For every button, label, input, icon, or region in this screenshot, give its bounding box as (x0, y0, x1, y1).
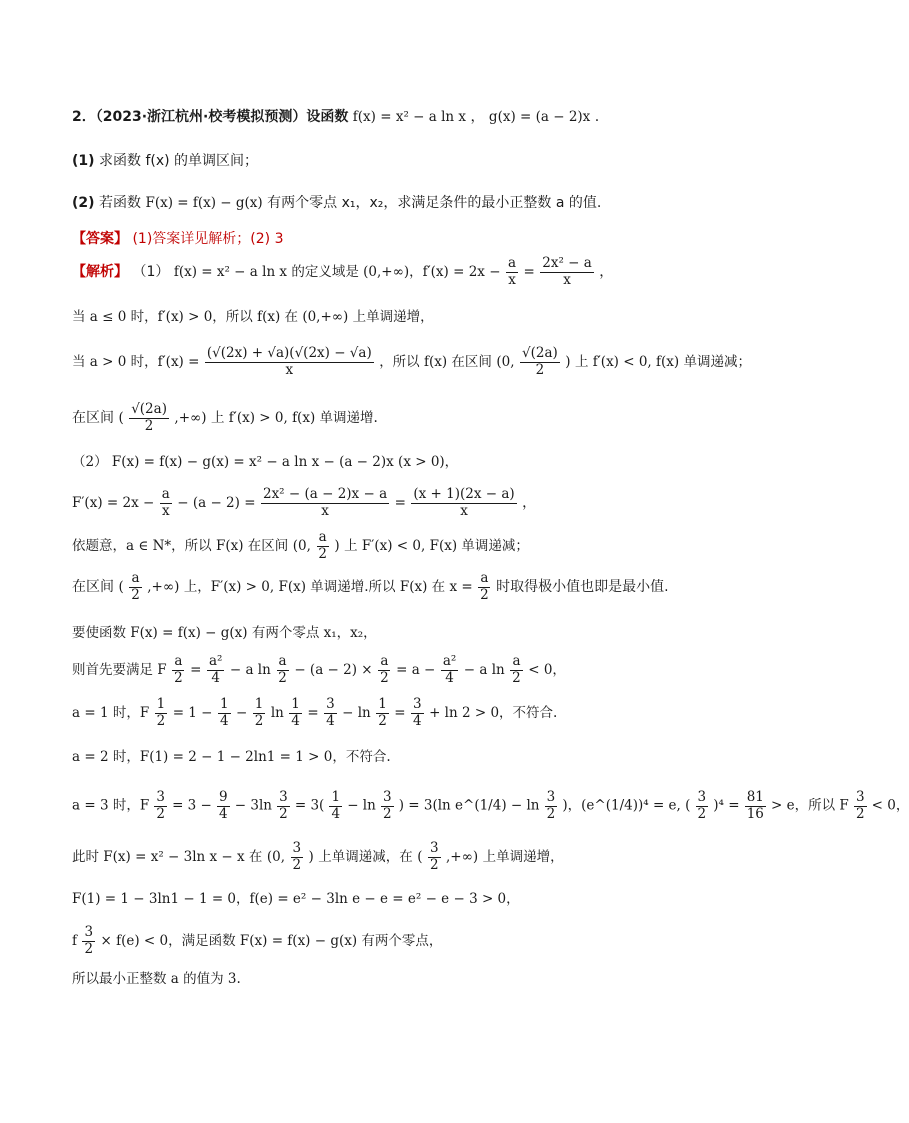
interval-open: ( (417, 849, 423, 866)
numerator: a (512, 653, 521, 669)
answer-bracket: 【答案】 (72, 231, 128, 247)
solution-line-11 (72, 697, 557, 729)
text: > e，所以 F (771, 797, 849, 814)
fraction (329, 790, 342, 822)
denominator: 16 (746, 805, 764, 822)
denominator: 2 (292, 856, 302, 873)
numerator: (√(2x) + √a)(√(2x) − √a) (206, 345, 372, 361)
interval-close: ) (334, 538, 340, 555)
part1-label: (1) (72, 153, 95, 169)
text: − ln (347, 797, 376, 814)
solution-bracket: 【解析】 (72, 264, 128, 281)
numerator: a² (442, 653, 457, 669)
numerator: a (480, 570, 489, 586)
denominator: 2 (156, 805, 165, 822)
denominator: 2 (279, 805, 288, 822)
solution-line-8 (72, 571, 669, 603)
denominator: 4 (211, 669, 220, 686)
question-number: 2．（2023·浙江杭州·校考模拟预测）设函数 (72, 109, 349, 125)
fraction (520, 346, 560, 378)
interval-close: ) (565, 354, 571, 371)
question-line (72, 106, 599, 126)
numerator: a (380, 653, 389, 669)
text: 上单调递增， (482, 849, 564, 866)
text: + ln 2 > 0，不符合. (429, 705, 558, 722)
fraction (261, 487, 389, 519)
answer-text: (1)答案详见解析；(2) 3 (132, 231, 284, 247)
denominator: 2 (429, 856, 439, 873)
numerator: √(2a) (131, 401, 167, 417)
denominator: 2 (318, 545, 327, 562)
denominator: 4 (291, 712, 300, 729)
equals: = (190, 662, 202, 679)
text: − ln (342, 705, 371, 722)
solution-line-1 (72, 256, 613, 288)
solution-line-13 (72, 790, 909, 822)
numerator: 1 (378, 696, 387, 712)
fraction (411, 697, 424, 729)
numerator: √(2a) (521, 345, 558, 361)
text: < 0， (528, 662, 566, 679)
numerator: 1 (219, 696, 229, 712)
interval-close: ,+∞) (174, 410, 207, 427)
fraction (129, 571, 142, 603)
numerator: 3 (413, 696, 422, 712)
denominator: x (460, 502, 468, 519)
text: 要使函数 F(x) = f(x) − g(x) 有两个零点 x₁，x₂， (72, 625, 377, 641)
answer-line (72, 228, 283, 248)
numerator: a (318, 529, 327, 545)
denominator: 2 (512, 669, 521, 686)
solution-line-12 (72, 745, 391, 765)
fraction (129, 402, 169, 434)
text: 上 F′(x) < 0, F(x) 单调递减； (344, 538, 529, 555)
part2-label: (2) (72, 195, 95, 211)
equals: = (523, 264, 535, 281)
text: < 0， (871, 797, 909, 814)
part2-text2: 有两个零点 x₁，x₂，求满足条件的最小正整数 a 的值. (267, 195, 602, 211)
denominator: x (563, 271, 571, 288)
denominator: x (321, 502, 329, 519)
denominator: 2 (855, 805, 865, 822)
numerator: 3 (84, 924, 94, 940)
solution-line-6 (72, 487, 536, 519)
fraction (207, 654, 224, 686)
denominator: 2 (144, 417, 154, 434)
text: 上 f′(x) < 0, f(x) 单调递减； (574, 354, 751, 371)
fraction (478, 571, 491, 603)
fraction (205, 346, 374, 378)
fraction (324, 697, 337, 729)
solution-line-9 (72, 621, 377, 641)
fraction (291, 841, 304, 873)
denominator: 2 (382, 805, 392, 822)
solution-line-10 (72, 654, 566, 686)
text: ln (270, 705, 284, 722)
text: − (236, 705, 248, 722)
fraction (381, 790, 394, 822)
interval-open: (0, (496, 354, 515, 371)
g-definition: g(x) = (a − 2)x (488, 109, 591, 125)
numerator: 9 (219, 789, 228, 805)
text: 则首先要满足 F (72, 662, 167, 679)
text: = a − (396, 662, 436, 679)
text: 依题意，a ∈ N*，所以 F(x) 在区间 (72, 538, 289, 555)
interval-close: ) (308, 849, 314, 866)
fraction (540, 256, 594, 288)
numerator: 3 (382, 789, 392, 805)
text: a = 2 时，F(1) = 2 − 1 − 2ln1 = 1 > 0，不符合. (72, 749, 391, 765)
interval-open: (0, (266, 849, 286, 866)
numerator: 3 (429, 840, 439, 856)
numerator: 81 (746, 789, 764, 805)
fraction (506, 256, 518, 288)
text: − (a − 2) × (294, 662, 373, 679)
interval-open: ( (118, 579, 124, 596)
derivative: F′(x) = 2x − (72, 495, 155, 512)
interval-open: ( (118, 410, 124, 427)
fraction (428, 841, 441, 873)
fraction (696, 790, 709, 822)
equals: = (394, 495, 406, 512)
interval-close: ,+∞) (446, 849, 479, 866)
numerator: 2x² − (a − 2)x − a (262, 486, 388, 502)
denominator: 4 (331, 805, 341, 822)
denominator: 2 (278, 669, 287, 686)
denominator: 2 (697, 805, 707, 822)
part1-text: 求函数 f(x) 的单调区间； (99, 153, 259, 169)
text: = 3 − (172, 797, 212, 814)
denominator: 2 (546, 805, 556, 822)
denominator: 2 (380, 669, 389, 686)
denominator: 2 (535, 361, 545, 378)
fraction (441, 654, 458, 686)
numerator: 1 (156, 696, 166, 712)
denominator: 4 (413, 712, 422, 729)
numerator: 3 (697, 789, 707, 805)
numerator: 1 (254, 696, 264, 712)
denominator: 4 (326, 712, 335, 729)
conclusion: 所以最小正整数 a 的值为 3. (72, 971, 241, 987)
text: a = 1 时，F (72, 705, 150, 722)
numerator: a² (208, 653, 223, 669)
fraction (154, 790, 167, 822)
paren: ( (319, 797, 325, 814)
f-definition: f(x) = x² − a ln x (352, 109, 467, 125)
fraction (316, 530, 329, 562)
text: − (a − 2) = (177, 495, 256, 512)
denominator: x (508, 271, 516, 288)
numerator: a (161, 486, 170, 502)
solution-line-14 (72, 841, 564, 873)
fraction (277, 790, 290, 822)
solution-line-16 (72, 925, 442, 957)
text: 上 f′(x) > 0, f(x) 单调递增. (211, 410, 378, 427)
text: F(1) = 1 − 3ln1 − 1 = 0，f(e) = e² − 3ln e − e = e² − e − 3 > 0， (72, 891, 520, 907)
text: 在区间 (72, 410, 114, 427)
text: 时取得极小值也即是最小值. (496, 579, 669, 596)
numerator: 3 (855, 789, 865, 805)
case-a-gt-0: 当 a > 0 时，f′(x) = (72, 354, 200, 371)
text: 此时 F(x) = x² − 3ln x − x 在 (72, 849, 263, 866)
end-period: . (594, 109, 600, 125)
fraction (289, 697, 302, 729)
part1-mark: （1） (132, 264, 170, 281)
text: = 1 − (172, 705, 213, 722)
text: − a ln (229, 662, 271, 679)
interval-open: (0, (292, 538, 311, 555)
fraction (411, 487, 516, 519)
separator: ， (470, 109, 485, 125)
solution-line-15 (72, 887, 520, 907)
denominator: 2 (156, 712, 166, 729)
text: )，(e^(1/4))⁴ = e, ( (562, 797, 691, 814)
fraction (376, 697, 389, 729)
text: − 3ln (234, 797, 272, 814)
text: ) = 3(ln e^(1/4) − ln (398, 797, 540, 814)
fraction (378, 654, 391, 686)
fraction (218, 697, 231, 729)
fraction (160, 487, 172, 519)
denominator: 4 (445, 669, 454, 686)
text: − a ln (463, 662, 505, 679)
numerator: 3 (546, 789, 556, 805)
solution-line-4 (72, 402, 378, 434)
fraction (745, 790, 766, 822)
part1-line (72, 150, 258, 170)
numerator: a (278, 653, 287, 669)
solution-line-2 (72, 305, 434, 325)
text: )⁴ = (713, 797, 740, 814)
denominator: x (285, 361, 294, 378)
part2-text1: 若函数 (99, 195, 141, 211)
text: 上，F′(x) > 0, F(x) 单调递增.所以 F(x) 在 x = (183, 579, 473, 596)
denominator: 2 (480, 586, 489, 603)
text: × f(e) < 0，满足函数 F(x) = f(x) − g(x) 有两个零点， (100, 933, 443, 950)
denominator: 2 (131, 586, 140, 603)
part2-line (72, 192, 601, 212)
numerator: 1 (331, 789, 341, 805)
denominator: 2 (174, 669, 183, 686)
text: = 3 (294, 797, 320, 814)
comma: ， (599, 264, 614, 281)
denominator: 2 (254, 712, 264, 729)
text: f (72, 933, 77, 950)
numerator: a (131, 570, 140, 586)
part2-expr: F(x) = f(x) − g(x) (145, 195, 263, 211)
interval-close: ,+∞) (147, 579, 180, 596)
fraction (854, 790, 867, 822)
denominator: 2 (378, 712, 387, 729)
numerator: 2x² − a (542, 255, 592, 271)
numerator: 3 (156, 789, 165, 805)
solution-line-3 (72, 346, 751, 378)
fraction (217, 790, 230, 822)
text: 在区间 (72, 579, 114, 596)
text: a = 3 时，F (72, 797, 150, 814)
denominator: 4 (219, 712, 229, 729)
fraction (155, 697, 168, 729)
solution-line-5 (72, 450, 458, 470)
comma: ， (522, 495, 537, 512)
case-a-le-0: 当 a ≤ 0 时，f′(x) > 0，所以 f(x) 在 (0,+∞) 上单调递增， (72, 309, 434, 325)
solution-line-17 (72, 967, 241, 987)
numerator: a (174, 653, 183, 669)
equals: = (307, 705, 319, 722)
numerator: (x + 1)(2x − a) (413, 486, 515, 502)
numerator: 3 (326, 696, 335, 712)
fraction (276, 654, 289, 686)
fraction (172, 654, 185, 686)
numerator: 1 (291, 696, 300, 712)
numerator: 3 (279, 789, 288, 805)
solution-line-7 (72, 530, 529, 562)
text: 上单调递减，在 (318, 849, 413, 866)
numerator: a (507, 255, 517, 271)
denominator: x (161, 502, 170, 519)
denominator: 2 (84, 940, 94, 957)
numerator: 3 (292, 840, 302, 856)
fraction (253, 697, 266, 729)
part2-F-def: （2） F(x) = f(x) − g(x) = x² − a ln x − (a − 2)x (x > 0)， (72, 454, 459, 470)
fraction (545, 790, 558, 822)
fraction (510, 654, 523, 686)
denominator: 4 (219, 805, 228, 822)
text: ，所以 f(x) 在区间 (379, 354, 492, 371)
equals: = (394, 705, 406, 722)
fraction (82, 925, 95, 957)
domain-text: f(x) = x² − a ln x 的定义域是 (0,+∞)，f′(x) = 2x − (173, 264, 501, 281)
